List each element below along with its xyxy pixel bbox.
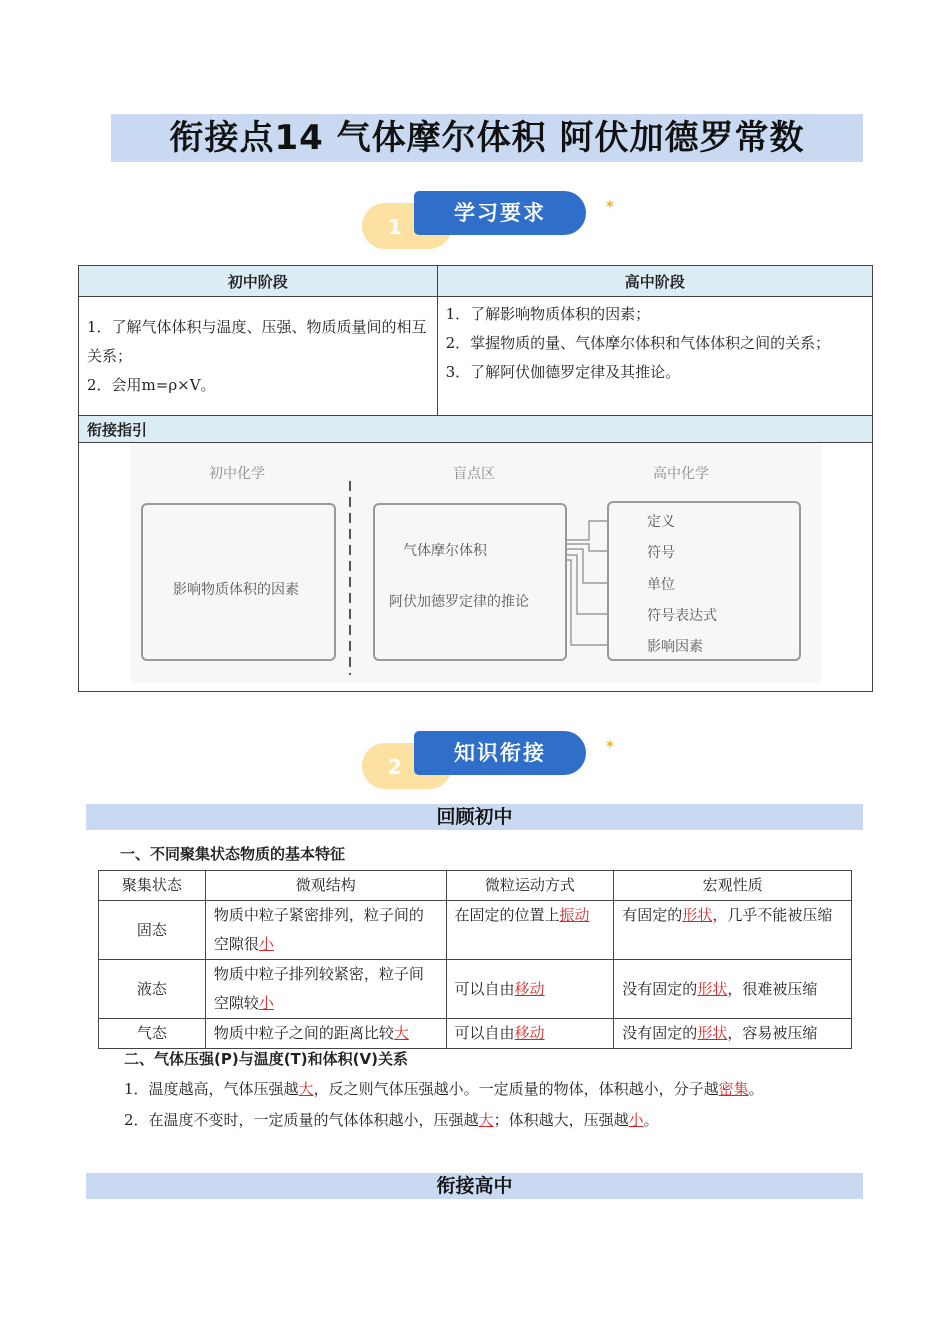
junior-item: 1．了解气体体积与温度、压强、物质质量间的相互关系； (87, 317, 427, 365)
answer-blank: 大 (478, 1111, 494, 1129)
answer-blank: 大 (298, 1080, 314, 1098)
badge-number: 1 (388, 215, 402, 239)
junior-item: 2．会用m=ρ×V。 (87, 375, 216, 394)
state-name: 固态 (99, 901, 206, 960)
diagram-box-junior-text: 影响物质体积的因素 (173, 582, 299, 598)
state-name: 气态 (99, 1019, 206, 1049)
table-header: 宏观性质 (614, 871, 852, 901)
senior-item: 1．了解影响物质体积的因素； (445, 305, 651, 323)
answer-blank: 移动 (514, 979, 545, 998)
heading-gas-relations: 二、气体压强(P)与温度(T)和体积(V)关系 (124, 1050, 408, 1068)
section-badge-1 (362, 191, 622, 251)
senior-requirements (437, 297, 872, 416)
macro-property: 没有固定的形状，容易被压缩 (614, 1019, 852, 1049)
table-row (99, 960, 852, 1019)
badge-label: 知识衔接 (414, 731, 586, 775)
diagram-output-item: 定义 (647, 514, 675, 530)
section-title-review: 回顾初中 (436, 806, 513, 828)
bridge-diagram (131, 443, 821, 683)
micro-structure: 物质中粒子紧密排列，粒子间的空隙很小 (205, 901, 446, 960)
column-header-junior: 初中阶段 (79, 266, 438, 297)
motion-mode: 可以自由移动 (446, 1019, 614, 1049)
star-icon: ✶ (604, 737, 616, 753)
table-header: 微粒运动方式 (446, 871, 614, 901)
diagram-column-blindspot: 盲点区 (453, 466, 495, 482)
requirements-table (78, 265, 873, 692)
answer-blank: 密集 (718, 1080, 749, 1098)
column-header-senior: 高中阶段 (437, 266, 872, 297)
diagram-text-avogadro: 阿伏加德罗定律的推论 (389, 594, 529, 610)
state-name: 液态 (99, 960, 206, 1019)
answer-blank: 小 (258, 935, 274, 953)
micro-structure: 物质中粒子之间的距离比较大 (205, 1019, 446, 1049)
answer-blank: 大 (393, 1024, 409, 1042)
answer-blank: 小 (628, 1111, 644, 1129)
macro-property: 有固定的形状，几乎不能被压缩 (614, 901, 852, 960)
relation-line-1: 1．温度越高，气体压强越大，反之则气体压强越小。一定质量的物体，体积越小，分子越密集。 (124, 1080, 764, 1098)
motion-mode: 在固定的位置上振动 (446, 901, 614, 960)
section-title-senior: 衔接高中 (436, 1175, 513, 1197)
senior-item: 2．掌握物质的量、气体摩尔体积和气体体积之间的关系； (445, 334, 831, 352)
guide-heading: 衔接指引 (79, 416, 873, 443)
page-title: 衔接点14 气体摩尔体积 阿伏加德罗常数 (169, 118, 805, 158)
table-row (99, 1019, 852, 1049)
answer-blank: 形状 (697, 979, 728, 998)
diagram-output-item: 影响因素 (647, 639, 703, 655)
badge-number: 2 (388, 755, 402, 779)
relation-line-2: 2．在温度不变时，一定质量的气体体积越小，压强越大；体积越大，压强越小。 (124, 1111, 659, 1129)
table-header: 聚集状态 (99, 871, 206, 901)
diagram-column-junior: 初中化学 (209, 466, 265, 482)
guide-diagram-cell (79, 443, 873, 692)
answer-blank: 移动 (514, 1024, 545, 1042)
micro-structure: 物质中粒子排列较紧密，粒子间空隙较小 (205, 960, 446, 1019)
diagram-output-item: 单位 (647, 577, 675, 593)
answer-blank: 小 (258, 994, 274, 1012)
diagram-box-blindspot (373, 503, 567, 661)
junior-requirements (79, 297, 438, 416)
motion-mode: 可以自由移动 (446, 960, 614, 1019)
heading-states: 一、不同聚集状态物质的基本特征 (120, 845, 346, 863)
senior-item: 3．了解阿伏伽德罗定律及其推论。 (445, 363, 681, 381)
diagram-text-molar-volume: 气体摩尔体积 (403, 543, 487, 559)
diagram-output-item: 符号 (647, 545, 675, 561)
states-table (98, 870, 852, 1049)
star-icon: ✶ (604, 197, 616, 213)
table-row (99, 901, 852, 960)
section-badge-2 (362, 731, 622, 791)
answer-blank: 振动 (559, 906, 590, 924)
diagram-output-item: 符号表达式 (647, 608, 717, 624)
table-header: 微观结构 (205, 871, 446, 901)
diagram-column-senior: 高中化学 (653, 466, 709, 482)
answer-blank: 形状 (682, 906, 713, 924)
macro-property: 没有固定的形状，很难被压缩 (614, 960, 852, 1019)
diagram-box-senior (607, 501, 801, 661)
badge-label: 学习要求 (414, 191, 586, 235)
answer-blank: 形状 (697, 1024, 728, 1042)
